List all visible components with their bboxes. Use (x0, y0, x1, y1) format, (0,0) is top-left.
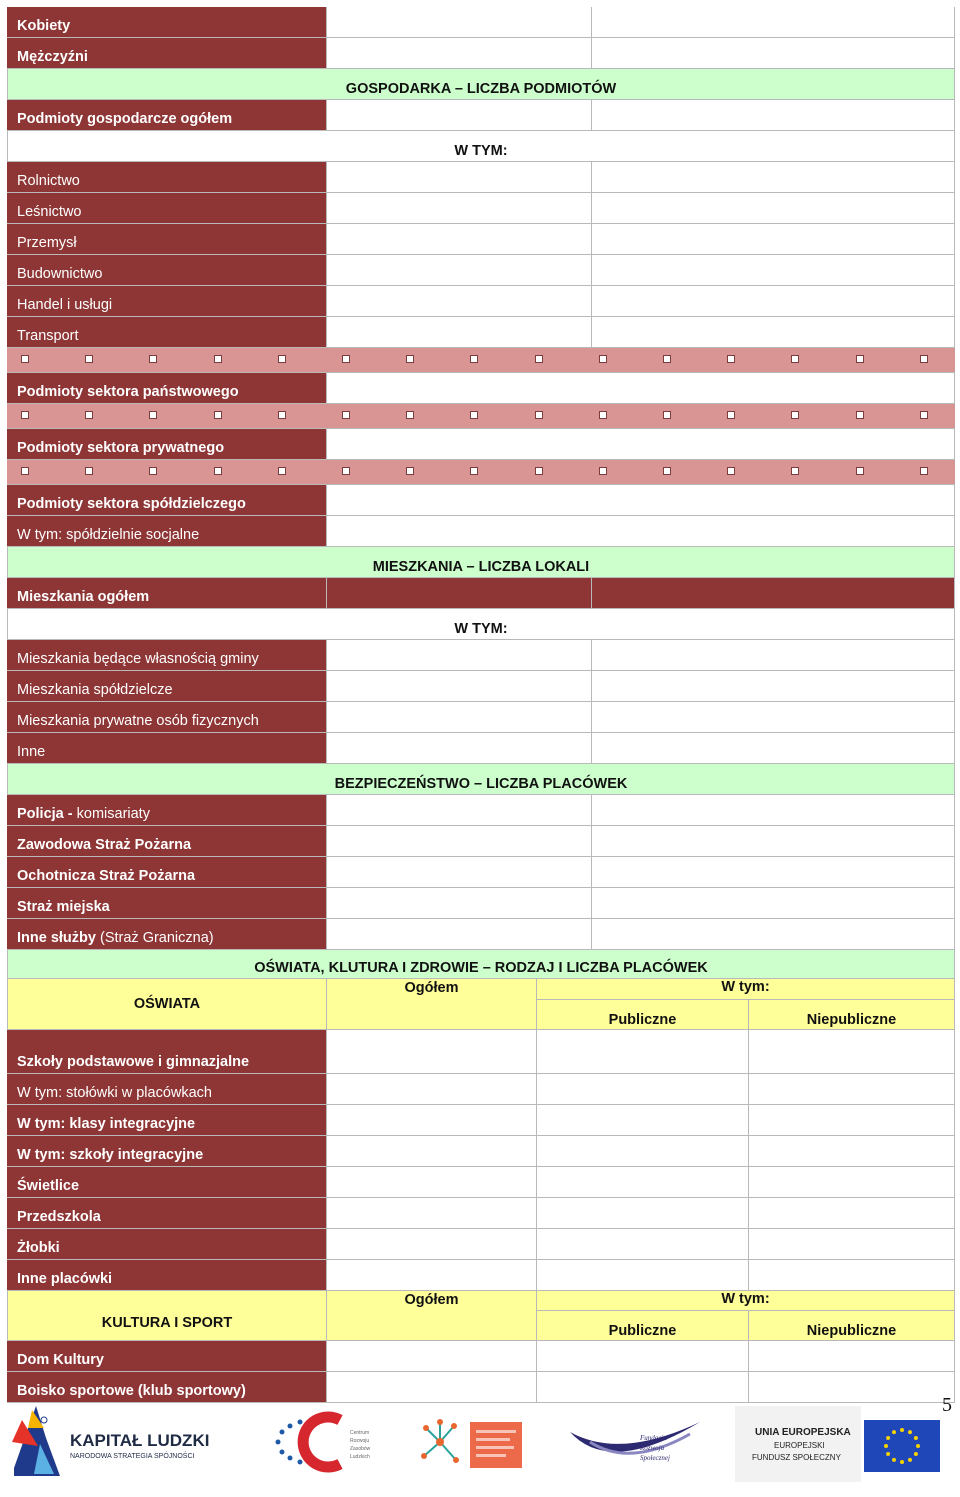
kapital-sub: NARODOWA STRATEGIA SPÓJNOŚCI (70, 1453, 195, 1460)
svg-text:Fundacja: Fundacja (640, 1434, 667, 1442)
input-cell[interactable] (592, 317, 955, 347)
input-cell[interactable] (327, 286, 592, 316)
checkbox-marker (856, 355, 864, 363)
input-cell-niepubliczne[interactable] (749, 1074, 955, 1104)
input-cell[interactable] (327, 373, 955, 403)
input-cell[interactable] (592, 7, 955, 37)
row-label: Mieszkania prywatne osób fizycznych (7, 702, 327, 732)
checkbox-marker (21, 411, 29, 419)
checkbox-marker (278, 411, 286, 419)
form-sheet (7, 7, 955, 1403)
row-label-rest: (Straż Graniczna) (95, 930, 214, 946)
public-split (537, 1000, 955, 1030)
input-cell[interactable] (327, 7, 592, 37)
svg-text:Społecznej: Społecznej (640, 1454, 670, 1462)
row-spoldzielnie-socjalne (7, 516, 955, 547)
row-label: Podmioty sektora państwowego (7, 373, 327, 403)
input-cell[interactable] (327, 702, 592, 732)
checkbox-marker (791, 467, 799, 475)
checkbox-marker (856, 411, 864, 419)
row-oswiata (7, 1105, 955, 1136)
row-label (7, 826, 327, 856)
input-cell-ogolem[interactable] (327, 1198, 537, 1228)
row-sector (7, 255, 955, 286)
eu-star (892, 1430, 896, 1434)
kapital-ludzki-logo (12, 1406, 60, 1476)
wtym-group (537, 1291, 955, 1341)
page-number: 5 (942, 1394, 952, 1416)
input-cell[interactable] (592, 255, 955, 285)
wtym-group (537, 979, 955, 1030)
checkbox-marker (535, 355, 543, 363)
row-label-rest: komisariaty (72, 806, 150, 822)
input-cell[interactable] (592, 578, 955, 608)
row-label: Inne placówki (7, 1260, 327, 1290)
row-bezpieczenstwo (7, 826, 955, 857)
checkbox-marker (406, 355, 414, 363)
row-sektor-panstwowy (7, 373, 955, 404)
row-sector (7, 317, 955, 348)
eu-star (884, 1444, 888, 1448)
footer-logos-svg (0, 1398, 960, 1492)
input-cell-publiczne[interactable] (537, 1341, 749, 1371)
checkbox-marker (214, 411, 222, 419)
input-cell[interactable] (327, 100, 592, 130)
input-cell-niepubliczne[interactable] (749, 1136, 955, 1166)
row-oswiata (7, 1167, 955, 1198)
row-label: W tym: stołówki w placówkach (7, 1074, 327, 1104)
input-cell[interactable] (327, 857, 592, 887)
row-label: Rolnictwo (7, 162, 327, 192)
input-cell[interactable] (327, 162, 592, 192)
svg-text:Rozwoju: Rozwoju (350, 1438, 370, 1444)
checkbox-marker (727, 411, 735, 419)
row-bezpieczenstwo (7, 919, 955, 950)
input-cell[interactable] (592, 100, 955, 130)
checkbox-marker (21, 355, 29, 363)
input-cell[interactable] (327, 640, 592, 670)
input-cell[interactable] (592, 733, 955, 763)
row-label: W tym: klasy integracyjne (7, 1105, 327, 1135)
row-label: Transport (7, 317, 327, 347)
checkbox-marker (663, 355, 671, 363)
input-cell[interactable] (592, 193, 955, 223)
row-oswiata (7, 1136, 955, 1167)
row-label: Świetlice (7, 1167, 327, 1197)
row-kultura (7, 1341, 955, 1372)
input-cell[interactable] (592, 286, 955, 316)
checkbox-marker (599, 355, 607, 363)
row-oswiata (7, 1074, 955, 1105)
input-cell-ogolem[interactable] (327, 1105, 537, 1135)
row-label-strong: Policja - (17, 806, 73, 822)
eu-star (908, 1430, 912, 1434)
svg-text:Centrum: Centrum (350, 1430, 370, 1436)
wtym-header: W tym: (537, 979, 955, 1000)
row-label (7, 857, 327, 887)
row-label-strong: Zawodowa Straż Pożarna (17, 837, 192, 853)
input-cell-ogolem[interactable] (327, 1229, 537, 1259)
checkbox-marker (470, 467, 478, 475)
row-label-strong: Inne służby (17, 930, 96, 946)
input-cell[interactable] (327, 485, 955, 515)
input-cell[interactable] (592, 702, 955, 732)
input-cell[interactable] (592, 888, 955, 918)
row-sektor-spoldzielczy (7, 485, 955, 516)
checkbox-marker (920, 467, 928, 475)
eu-star (914, 1452, 918, 1456)
checkbox-marker (406, 467, 414, 475)
checkbox-marker (599, 411, 607, 419)
row-oswiata (7, 1260, 955, 1291)
row-label: Leśnictwo (7, 193, 327, 223)
checkbox-marker (920, 355, 928, 363)
checkbox-marker (214, 467, 222, 475)
input-cell-ogolem[interactable] (327, 1167, 537, 1197)
svg-text:Zasobów: Zasobów (350, 1446, 371, 1452)
checkbox-marker (278, 467, 286, 475)
dots-separator (7, 348, 955, 373)
row-label: W tym: spółdzielnie socjalne (7, 516, 327, 546)
input-cell-publiczne[interactable] (537, 1074, 749, 1104)
input-cell[interactable] (327, 38, 592, 68)
checkbox-marker (599, 467, 607, 475)
row-label: Inne (7, 733, 327, 763)
input-cell[interactable] (327, 733, 592, 763)
input-cell-publiczne[interactable] (537, 1229, 749, 1259)
checkbox-marker (85, 411, 93, 419)
checkbox-marker (149, 355, 157, 363)
row-bezpieczenstwo (7, 888, 955, 919)
row-label: Handel i usługi (7, 286, 327, 316)
row-label: Mieszkania będące własnością gminy (7, 640, 327, 670)
eu-star (900, 1460, 904, 1464)
publiczne-header: Publiczne (537, 1000, 749, 1030)
eu-star (892, 1458, 896, 1462)
kultura-header-row (7, 1291, 955, 1341)
checkbox-marker (920, 411, 928, 419)
input-cell[interactable] (592, 857, 955, 887)
row-label (7, 888, 327, 918)
svg-text:Ludzkich: Ludzkich (350, 1454, 370, 1460)
checkbox-marker (663, 411, 671, 419)
row-podmioty-ogolem (7, 100, 955, 131)
checkbox-marker (663, 467, 671, 475)
row-sector (7, 162, 955, 193)
input-cell-publiczne[interactable] (537, 1198, 749, 1228)
checkbox-marker (406, 411, 414, 419)
row-label (7, 795, 327, 825)
input-cell[interactable] (327, 888, 592, 918)
public-split (537, 1311, 955, 1341)
row-label: Żłobki (7, 1229, 327, 1259)
row-oswiata (7, 1198, 955, 1229)
row-kobiety (7, 7, 955, 38)
input-cell-niepubliczne[interactable] (749, 1229, 955, 1259)
oswiata-header-row (7, 979, 955, 1030)
input-cell[interactable] (327, 193, 592, 223)
row-label-strong: Straż miejska (17, 899, 110, 915)
input-cell[interactable] (327, 255, 592, 285)
checkbox-marker (535, 411, 543, 419)
wtym-label: W TYM: (7, 131, 955, 162)
svg-text:Rozwoju: Rozwoju (640, 1444, 665, 1452)
checkbox-marker (149, 411, 157, 419)
eu-star (900, 1428, 904, 1432)
row-label (7, 919, 327, 949)
input-cell[interactable] (327, 429, 955, 459)
row-mezczyzni (7, 38, 955, 69)
ue-sub1: EUROPEJSKI (774, 1441, 825, 1450)
row-label: W tym: szkoły integracyjne (7, 1136, 327, 1166)
checkbox-marker (85, 355, 93, 363)
input-cell[interactable] (592, 38, 955, 68)
eu-flag-icon (864, 1420, 940, 1472)
checkbox-marker (470, 411, 478, 419)
footer-logos (0, 1398, 960, 1492)
eu-star (916, 1444, 920, 1448)
network-logo (421, 1419, 522, 1468)
input-cell-ogolem[interactable] (327, 1260, 537, 1290)
input-cell-ogolem[interactable] (327, 1136, 537, 1166)
row-label: Mężczyźni (7, 38, 327, 68)
input-cell-niepubliczne[interactable] (749, 1341, 955, 1371)
eu-star (914, 1436, 918, 1440)
row-label: Przemysł (7, 224, 327, 254)
row-bezpieczenstwo (7, 857, 955, 888)
input-cell-niepubliczne[interactable] (749, 1260, 955, 1290)
row-label: Kobiety (7, 7, 327, 37)
row-sector (7, 286, 955, 317)
input-cell-publiczne[interactable] (537, 1136, 749, 1166)
input-cell-ogolem[interactable] (327, 1341, 537, 1371)
row-mieszkania-ogolem (7, 578, 955, 609)
row-label: Mieszkania ogółem (7, 578, 327, 608)
dots-separator (7, 460, 955, 485)
publiczne-header: Publiczne (537, 1311, 749, 1341)
cz-logo (276, 1417, 371, 1467)
ogolem-header: Ogółem (327, 1291, 537, 1341)
input-cell-niepubliczne[interactable] (749, 1105, 955, 1135)
input-cell-niepubliczne[interactable] (749, 1167, 955, 1197)
eu-star (886, 1436, 890, 1440)
checkbox-marker (214, 355, 222, 363)
section-header-bezpieczenstwo: BEZPIECZEŃSTWO – LICZBA PLACÓWEK (7, 764, 955, 795)
input-cell-publiczne[interactable] (537, 1167, 749, 1197)
checkbox-marker (342, 467, 350, 475)
swoosh-logo (570, 1422, 700, 1462)
row-label: Boisko sportowe (klub sportowy) (7, 1372, 327, 1402)
niepubliczne-header: Niepubliczne (749, 1311, 955, 1341)
input-cell[interactable] (327, 516, 955, 546)
row-oswiata (7, 1030, 955, 1074)
row-label: Podmioty gospodarcze ogółem (7, 100, 327, 130)
ue-title: UNIA EUROPEJSKA (755, 1427, 851, 1438)
input-cell-ogolem[interactable] (327, 1030, 537, 1073)
row-oswiata (7, 1229, 955, 1260)
row-label-strong: Ochotnicza Straż Pożarna (17, 868, 196, 884)
input-cell[interactable] (592, 919, 955, 949)
input-cell-ogolem[interactable] (327, 1074, 537, 1104)
checkbox-marker (149, 467, 157, 475)
input-cell[interactable] (592, 640, 955, 670)
row-label: Przedszkola (7, 1198, 327, 1228)
checkbox-marker (85, 467, 93, 475)
row-sector (7, 224, 955, 255)
input-cell[interactable] (327, 795, 592, 825)
checkbox-marker (791, 355, 799, 363)
wtym-header: W tym: (537, 1291, 955, 1311)
input-cell[interactable] (327, 224, 592, 254)
checkbox-marker (342, 355, 350, 363)
row-label: Dom Kultury (7, 1341, 327, 1371)
row-label: Podmioty sektora prywatnego (7, 429, 327, 459)
row-label: Szkoły podstawowe i gimnazjalne (7, 1030, 327, 1073)
checkbox-marker (342, 411, 350, 419)
input-cell[interactable] (592, 162, 955, 192)
row-sector (7, 193, 955, 224)
row-mieszkania (7, 733, 955, 764)
input-cell[interactable] (592, 826, 955, 856)
row-mieszkania (7, 640, 955, 671)
row-sektor-prywatny (7, 429, 955, 460)
input-cell[interactable] (327, 826, 592, 856)
checkbox-marker (278, 355, 286, 363)
checkbox-marker (727, 355, 735, 363)
ogolem-header: Ogółem (327, 979, 537, 1030)
oswiata-title: OŚWIATA (7, 979, 327, 1030)
checkbox-marker (791, 411, 799, 419)
niepubliczne-header: Niepubliczne (749, 1000, 955, 1030)
checkbox-marker (470, 355, 478, 363)
eu-star (908, 1458, 912, 1462)
section-header-gospodarka: GOSPODARKA – LICZBA PODMIOTÓW (7, 69, 955, 100)
input-cell[interactable] (592, 224, 955, 254)
checkbox-marker (21, 467, 29, 475)
checkbox-marker (535, 467, 543, 475)
wtym-label: W TYM: (7, 609, 955, 640)
input-cell-niepubliczne[interactable] (749, 1030, 955, 1073)
dots-separator (7, 404, 955, 429)
input-cell-publiczne[interactable] (537, 1030, 749, 1073)
ue-sub2: FUNDUSZ SPOŁECZNY (752, 1453, 841, 1462)
checkbox-marker (727, 467, 735, 475)
row-label: Budownictwo (7, 255, 327, 285)
input-cell[interactable] (327, 671, 592, 701)
kultura-title: KULTURA I SPORT (7, 1291, 327, 1341)
row-mieszkania (7, 702, 955, 733)
row-label: Mieszkania spółdzielcze (7, 671, 327, 701)
kapital-title: KAPITAŁ LUDZKI (70, 1431, 210, 1450)
row-label: Podmioty sektora spółdzielczego (7, 485, 327, 515)
section-header-oswiata: OŚWIATA, KLUTURA I ZDROWIE – RODZAJ I LICZBA PLACÓWEK (7, 950, 955, 979)
checkbox-marker (856, 467, 864, 475)
input-cell[interactable] (592, 671, 955, 701)
input-cell[interactable] (327, 317, 592, 347)
input-cell-publiczne[interactable] (537, 1105, 749, 1135)
section-header-mieszkania: MIESZKANIA – LICZBA LOKALI (7, 547, 955, 578)
input-cell[interactable] (327, 919, 592, 949)
input-cell-publiczne[interactable] (537, 1260, 749, 1290)
input-cell[interactable] (327, 578, 592, 608)
input-cell-niepubliczne[interactable] (749, 1198, 955, 1228)
row-mieszkania (7, 671, 955, 702)
eu-star (886, 1452, 890, 1456)
input-cell[interactable] (592, 795, 955, 825)
row-bezpieczenstwo (7, 795, 955, 826)
